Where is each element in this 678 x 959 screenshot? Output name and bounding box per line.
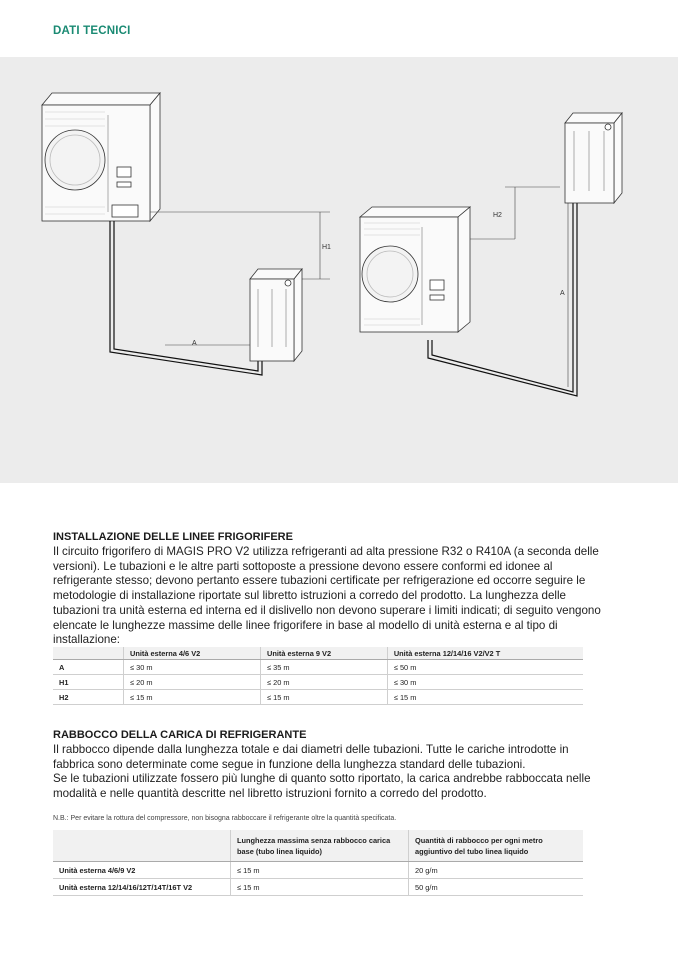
- pipe-length-table: [53, 647, 583, 705]
- indoor-unit-right: [565, 113, 622, 203]
- installation-diagram: [0, 57, 678, 483]
- row-label: Unità esterna 4/6/9 V2: [53, 862, 231, 879]
- table-cell: ≤ 15 m: [387, 690, 583, 705]
- table-cell: ≤ 30 m: [124, 660, 261, 675]
- table-cell: ≤ 15 m: [231, 879, 409, 896]
- table-header-row: [53, 647, 583, 660]
- row-label: Unità esterna 12/14/16/12T/14T/16T V2: [53, 879, 231, 896]
- table-header: Unità esterna 4/6 V2: [124, 647, 261, 660]
- row-label: H1: [53, 675, 124, 690]
- table-header: Unità esterna 12/14/16 V2/V2 T: [387, 647, 583, 660]
- recharge-text-2: Se le tubazioni utilizzate fossero più lunghe di quanto sotto riportato, la carica andrebbe rabboccata nelle modalità e nelle quantità descritte nel libretto istruzioni fornito a corredo del prodotto.: [53, 772, 591, 801]
- table-cell: ≤ 30 m: [387, 675, 583, 690]
- table-row: [53, 879, 583, 896]
- refrigerant-pipes-left: [110, 221, 262, 375]
- dim-label-h2: H2: [493, 212, 502, 219]
- table-cell: ≤ 15 m: [260, 690, 387, 705]
- indoor-unit-left: [250, 269, 302, 361]
- table-row: [53, 862, 583, 879]
- table-row: [53, 675, 583, 690]
- dim-label-a-right: A: [560, 290, 565, 297]
- table-header-row: [53, 830, 583, 862]
- table-row: [53, 690, 583, 705]
- table-cell: ≤ 15 m: [231, 862, 409, 879]
- outdoor-unit-right: [360, 207, 470, 332]
- table-cell: ≤ 35 m: [260, 660, 387, 675]
- table-cell: ≤ 15 m: [124, 690, 261, 705]
- dimension-lines-right: [470, 187, 568, 387]
- dimension-lines-left: [150, 212, 330, 345]
- table-header-empty: [53, 647, 124, 660]
- dim-label-a-left: A: [192, 340, 197, 347]
- recharge-section-title: RABBOCCO DELLA CARICA DI REFRIGERANTE: [53, 729, 307, 741]
- table-header-empty: [53, 830, 231, 862]
- dim-label-h1: H1: [322, 244, 331, 251]
- recharge-table: [53, 830, 583, 896]
- table-header: Quantità di rabbocco per ogni metro aggiuntivo del tubo linea liquido: [409, 830, 584, 862]
- table-cell: ≤ 50 m: [387, 660, 583, 675]
- note-text: N.B.: Per evitare la rottura del compressore, non bisogna rabboccare il refrigerante oltre la quantità specificata.: [53, 815, 397, 822]
- recharge-text-1: Il rabbocco dipende dalla lunghezza totale e dai diametri delle tubazioni. Tutte le cariche introdotte in fabbrica sono determinate come segue in funzione della lunghezza standard delle tubazioni.: [53, 743, 569, 771]
- recharge-paragraph: [53, 743, 613, 802]
- table-header: Unità esterna 9 V2: [260, 647, 387, 660]
- table-cell: 50 g/m: [409, 879, 584, 896]
- table-cell: ≤ 20 m: [124, 675, 261, 690]
- table-cell: ≤ 20 m: [260, 675, 387, 690]
- table-header: Lunghezza massima senza rabbocco carica base (tubo linea liquido): [231, 830, 409, 862]
- row-label: A: [53, 660, 124, 675]
- table-cell: 20 g/m: [409, 862, 584, 879]
- install-section-title: INSTALLAZIONE DELLE LINEE FRIGORIFERE: [53, 531, 293, 543]
- table-row: [53, 660, 583, 675]
- install-paragraph: [53, 545, 613, 648]
- install-text: Il circuito frigorifero di MAGIS PRO V2 utilizza refrigeranti ad alta pressione R32 o R410A (a seconda delle versioni). Le tubazioni e le altre parti sottoposte a pressione devono essere conformi ed idonee al refrigerante stesso; devono pertanto essere tubazioni certificate per refrigerazione ed occorre seguire le metodologie di installazione riportate sul libretto istruzioni a corredo del prodotto. La lunghezza delle tubazioni tra unità esterna ed interna ed il dislivello non devono superare i limiti indicati; di seguito vengono elencate le lunghezze massime delle linee frigorifere in base al modello di unità esterna e al tipo di installazione:: [53, 545, 601, 647]
- row-label: H2: [53, 690, 124, 705]
- page-title: DATI TECNICI: [53, 25, 131, 37]
